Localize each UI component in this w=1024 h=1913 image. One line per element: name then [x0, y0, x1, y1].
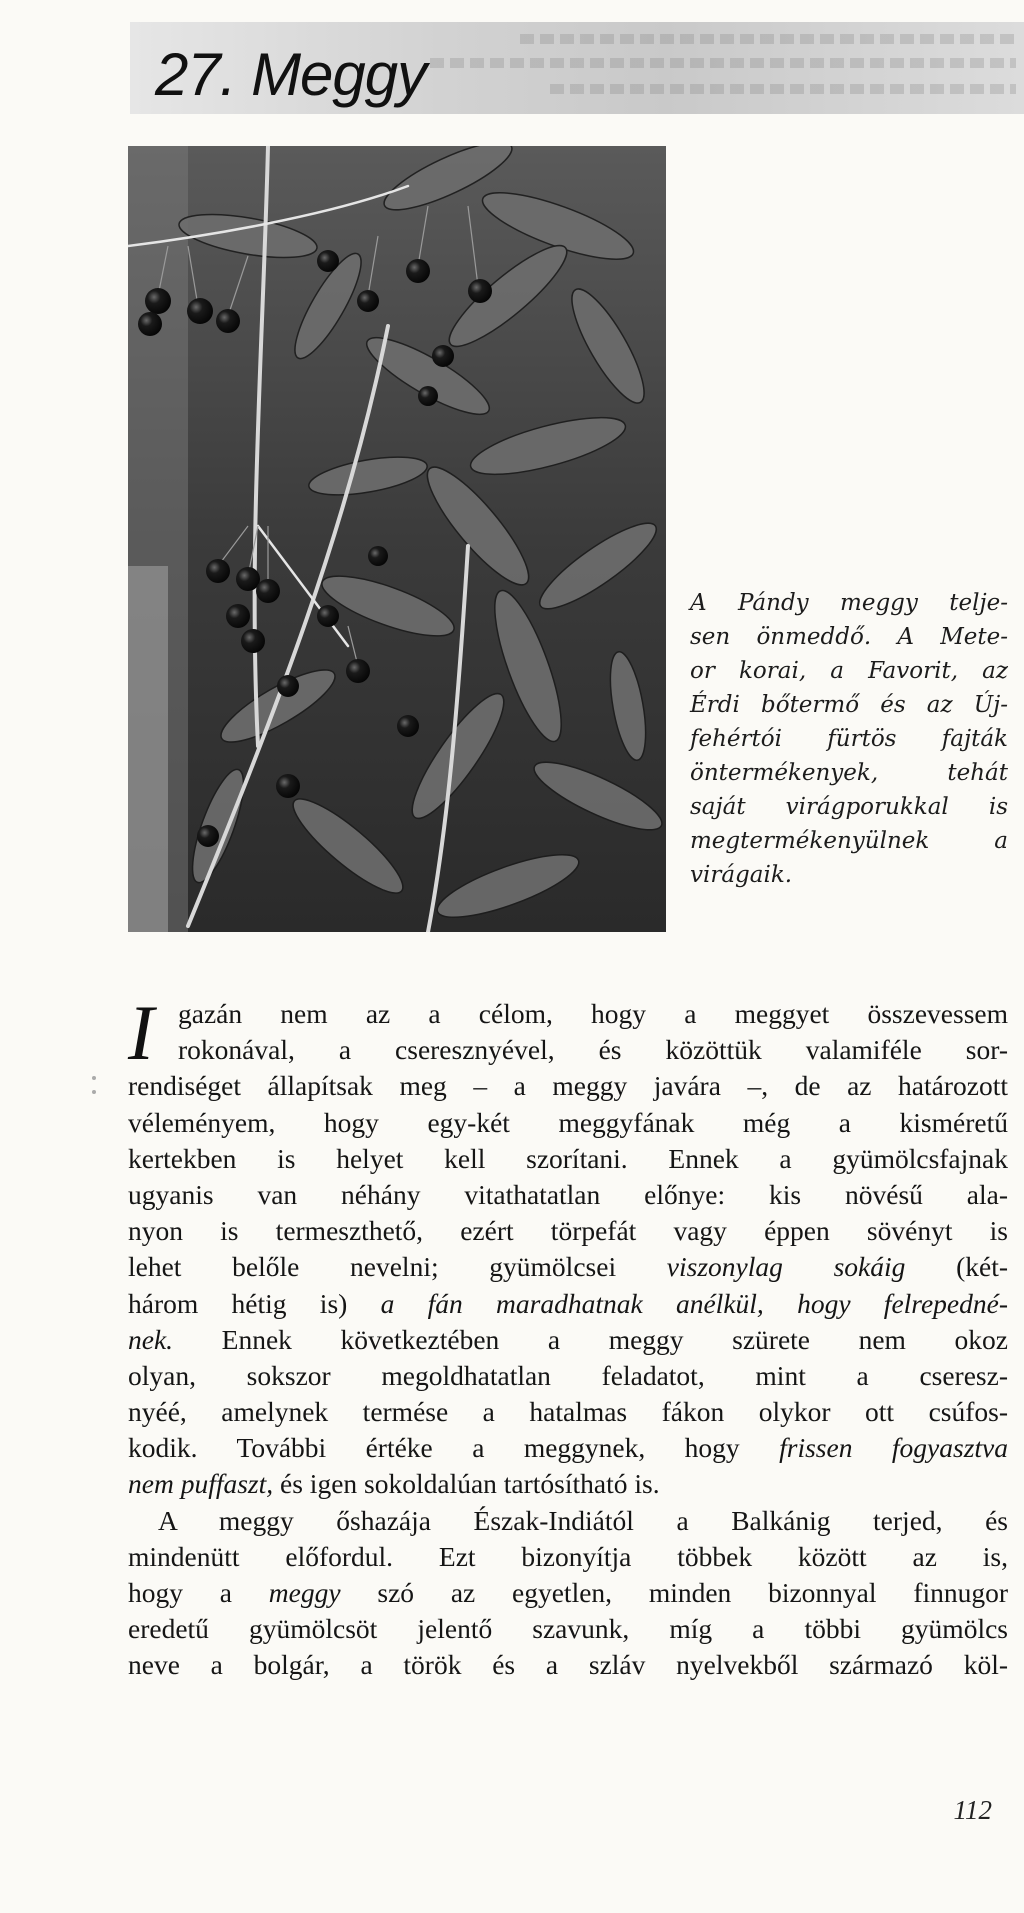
- text-run: lehet belőle nevelni; gyümölcsei: [128, 1251, 617, 1283]
- text-line: [128, 1466, 1008, 1502]
- emphasis: frissen fogyasztva: [779, 1432, 1008, 1464]
- photo-caption: [690, 586, 1008, 892]
- print-speck: [92, 1076, 96, 1080]
- caption-line: or korai, a Favorit, az: [690, 658, 1008, 684]
- caption-line: fehértói fürtös fajták: [690, 726, 1008, 752]
- print-speck: [92, 1090, 96, 1094]
- text-line: mindenütt előfordul. Ezt bizonyítja többek között az is,: [128, 1540, 1008, 1572]
- text-line: ugyanis van néhány vitathatatlan előnye: kis növésű ala-: [128, 1178, 1008, 1210]
- sour-cherry-branch-image: [128, 146, 666, 932]
- caption-line: Érdi bőtermő és az Új-: [690, 692, 1008, 718]
- emphasis: meggy: [268, 1577, 341, 1608]
- text-line: nyéé, amelynek termése a hatalmas fákon olykor ott csúfos-: [128, 1396, 1008, 1428]
- text-line: [128, 1430, 1008, 1466]
- text-line: gazán nem az a célom, hogy a meggyet összevessem: [178, 998, 1008, 1029]
- page-number: 112: [953, 1795, 992, 1825]
- show-through-text: [520, 34, 1016, 44]
- text-run: hogy a: [128, 1577, 232, 1608]
- text-line: olyan, sokszor megoldhatatlan feladatot, mint a cseresz-: [128, 1359, 1008, 1391]
- chapter-title: 27. Meggy: [155, 41, 427, 108]
- show-through-text: [430, 58, 1016, 68]
- text-line: [128, 1286, 1008, 1322]
- sour-cherry-photo: [128, 146, 666, 932]
- text-line: kertekben is helyet kell szorítani. Ennek a gyümölcsfajnak: [128, 1142, 1008, 1174]
- text-line: neve a bolgár, a török és a szláv nyelvekből származó köl-: [128, 1649, 1008, 1681]
- show-through-text: [550, 84, 1016, 94]
- text-line: eredetű gyümölcsöt jelentő szavunk, míg a többi gyümölcs: [128, 1613, 1008, 1645]
- text-line: [128, 1322, 1008, 1358]
- emphasis: nek.: [128, 1323, 174, 1355]
- text-line: nyon is termeszthető, ezért törpefát vagy éppen sövényt is: [128, 1215, 1008, 1247]
- caption-line: öntermékenyek, tehát: [690, 760, 1008, 786]
- text-run: Ennek következtében a meggy szürete nem okoz: [221, 1323, 1008, 1355]
- body-text: [128, 989, 1009, 1684]
- drop-cap: I: [128, 989, 154, 1076]
- text-line: A meggy őshazája Észak-Indiától a Balkánig terjed, és: [158, 1504, 1008, 1536]
- emphasis: nem puffaszt,: [128, 1468, 274, 1500]
- text-line: [128, 1249, 1008, 1285]
- text-run: és igen sokoldalúan tartósítható is.: [280, 1468, 660, 1500]
- emphasis: viszonylag sokáig: [666, 1251, 906, 1283]
- caption-line: virágaik.: [690, 862, 793, 888]
- text-run: kodik. További értéke a meggynek, hogy: [128, 1432, 740, 1464]
- text-run: (két-: [956, 1251, 1009, 1283]
- text-line: [128, 1575, 1008, 1611]
- caption-line: A Pándy meggy telje-: [690, 590, 1008, 616]
- text-line: rokonával, a cseresznyével, és közöttük valamiféle sor-: [178, 1034, 1008, 1066]
- text-line: véleményem, hogy egy-két meggyfának még a kisméretű: [128, 1106, 1008, 1138]
- emphasis: a fán maradhatnak anélkül, hogy felrepedné-: [380, 1287, 1009, 1319]
- text-run: szó az egyetlen, minden bizonnyal finnugor: [377, 1577, 1009, 1608]
- caption-line: megtermékenyülnek a: [690, 828, 1008, 854]
- caption-line: saját virágporukkal is: [690, 794, 1008, 820]
- caption-line: sen önmeddő. A Mete-: [690, 624, 1008, 650]
- text-line: rendiséget állapítsak meg – a meggy javára –, de az határozott: [128, 1070, 1008, 1102]
- text-run: három hétig is): [128, 1287, 348, 1319]
